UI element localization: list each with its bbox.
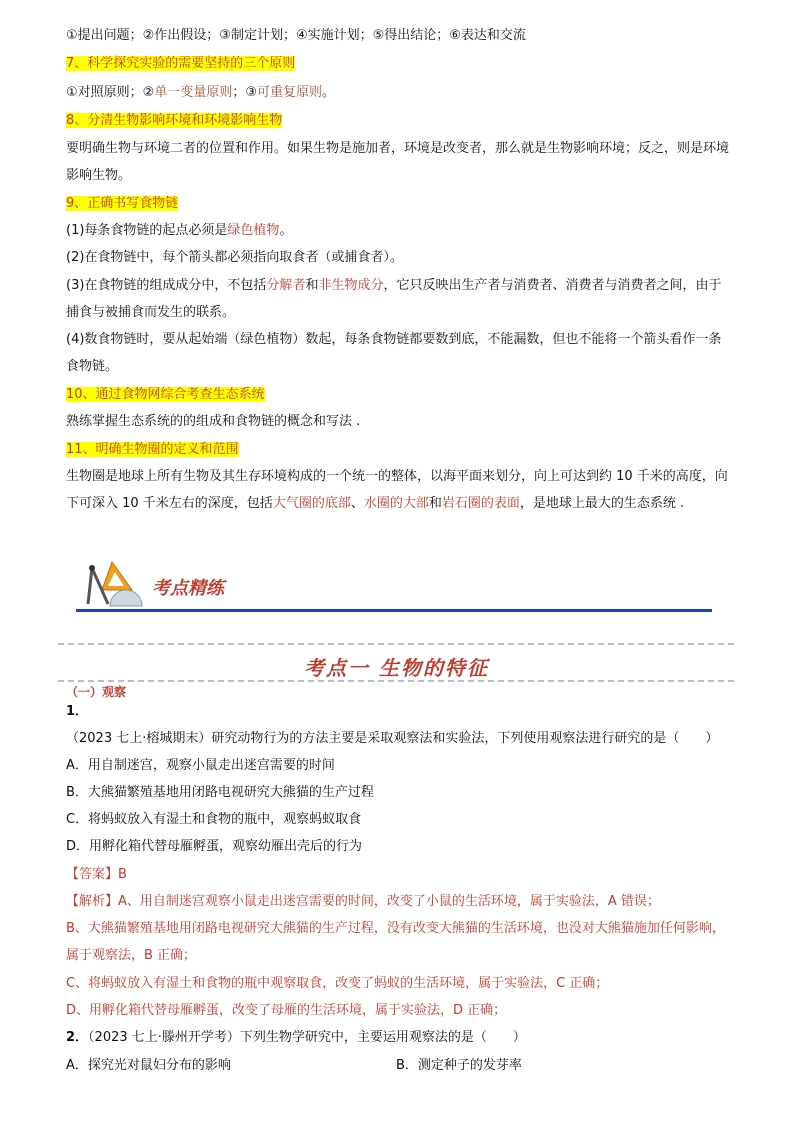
para-11-key2: 水圈的大部 xyxy=(363,496,429,511)
rule-9-1-end: 。 xyxy=(279,223,293,238)
heading-7 xyxy=(66,50,730,77)
question-2-stem xyxy=(66,1024,730,1051)
rule-9-3-and: 和 xyxy=(305,278,319,293)
rule-9-1 xyxy=(66,217,730,244)
principles-line xyxy=(66,79,730,106)
banner-underline xyxy=(76,609,712,612)
heading-11 xyxy=(66,436,730,463)
para-11-text: 生物圈是地球上所有生物及其生存环境构成的一个统一的整体，以海平面来划分，向上可达到约 10 千米的高度，向下可深入 10 千米左右的深度，包括 xyxy=(66,469,728,511)
principle-3: 可重复原则 xyxy=(256,85,322,100)
heading-10 xyxy=(66,381,730,408)
heading-10-text: 10、通过食物网综合考查生态系统 xyxy=(66,387,265,402)
question-1-stem xyxy=(66,698,730,752)
question-1-analysis-c: C、将蚂蚁放入有湿土和食物的瓶中观察取食，改变了蚂蚁的生活环境，属于实验法，C 正确； xyxy=(66,976,609,991)
rule-9-4: (4)数食物链时，要从起始端（绿色植物）数起，每条食物链都要数到底，不能漏数，但也不能将一个箭头看作一条食物链。 xyxy=(66,332,722,374)
para-11-sep: 、 xyxy=(350,496,364,511)
para-11-end: ，是地球上最大的生态系统 . xyxy=(519,496,685,511)
heading-8-text: 8、分清生物影响环境和环境影响生物 xyxy=(66,113,283,128)
analysis-a-text: A、用自制迷宫观察小鼠走出迷宫需要的时间，改变了小鼠的生活环境，属于实验法，A 错误； xyxy=(118,894,660,909)
question-2-text: （2023 七上·滕州开学考）下列生物学研究中，主要运用观察法的是（ ） xyxy=(88,1030,526,1045)
dashed-divider-top xyxy=(58,643,734,645)
question-2-option-b: B．测定种子的发芽率 xyxy=(396,1058,522,1073)
principle-1: ①对照原则；② xyxy=(66,85,155,100)
question-1-option-d: D．用孵化箱代替母雁孵蛋，观察幼雁出壳后的行为 xyxy=(66,839,363,854)
rule-9-3-rest: ，它只反映出生产者与消费者、消费者与消费者之间，由于捕食与被捕食而发生的联系。 xyxy=(66,278,722,320)
rule-9-2: (2)在食物链中，每个箭头都必须指向取食者（或捕食者）。 xyxy=(66,250,403,265)
question-1-text: （2023 七上·榕城期末）研究动物行为的方法主要是采取观察法和实验法，下列使用观察法进行研究的是（ ） xyxy=(66,731,719,746)
paragraph-10: 熟练掌握生态系统的的组成和食物链的概念和写法 . xyxy=(66,414,361,429)
heading-11-text: 11、明确生物圈的定义和范围 xyxy=(66,442,239,457)
heading-8 xyxy=(66,107,730,134)
analysis-tag: 【解析】 xyxy=(66,894,119,909)
question-2-option-a: A．探究光对鼠妇分布的影响 xyxy=(66,1058,231,1073)
principle-sep: ；③ xyxy=(232,85,257,100)
para-11-key3: 岩石圈的表面 xyxy=(441,496,520,511)
rule-9-3-key1: 分解者 xyxy=(266,278,306,293)
ruler-compass-icon xyxy=(82,560,146,610)
rule-9-3 xyxy=(66,272,730,326)
heading-9 xyxy=(66,190,730,217)
para-11-key1: 大气圈的底部 xyxy=(272,496,351,511)
section-subtitle: （一）观察 xyxy=(66,685,127,699)
question-1-option-c: C．将蚂蚁放入有湿土和食物的瓶中，观察蚂蚁取食 xyxy=(66,812,362,827)
paragraph-8: 要明确生物与环境二者的位置和作用。如果生物是施加者，环境是改变者，那么就是生物影响环境；反之，则是环境影响生物。 xyxy=(66,141,730,183)
question-1-option-a: A．用自制迷宫，观察小鼠走出迷宫需要的时间 xyxy=(66,758,335,773)
rule-9-3-key2: 非生物成分 xyxy=(318,278,384,293)
question-1-analysis-d: D、用孵化箱代替母雁孵蛋，改变了母雁的生活环境，属于实验法，D 正确； xyxy=(66,1003,507,1018)
banner-title: 考点精练 xyxy=(152,578,224,599)
rule-9-1-text: (1)每条食物链的起点必须是 xyxy=(66,223,228,238)
section-title: 考点一 生物的特征 xyxy=(304,656,489,680)
rule-9-1-key: 绿色植物 xyxy=(227,223,280,238)
practice-banner xyxy=(76,560,712,616)
question-1-option-b: B．大熊猫繁殖基地用闭路电视研究大熊猫的生产过程 xyxy=(66,785,374,800)
question-1-analysis-a xyxy=(66,888,730,915)
principle-end: 。 xyxy=(322,85,336,100)
paragraph-11 xyxy=(66,463,730,517)
question-1-analysis-b: B、大熊猫繁殖基地用闭路电视研究大熊猫的生产过程，没有改变大熊猫的生活环境，也没对大熊猫施加任何影响，属于观察法，B 正确； xyxy=(66,921,725,963)
heading-9-text: 9、正确书写食物链 xyxy=(66,196,179,211)
question-2-number: 2． xyxy=(66,1030,89,1045)
principle-2: 单一变量原则 xyxy=(154,85,233,100)
heading-7-text: 7、科学探究实验的需要坚持的三个原则 xyxy=(66,56,296,71)
para-11-and: 和 xyxy=(428,496,442,511)
dashed-divider-bottom xyxy=(58,680,734,682)
steps-line: ①提出问题；②作出假设；③制定计划；④实施计划；⑤得出结论；⑥表达和交流 xyxy=(66,28,526,43)
question-1-answer: 【答案】B xyxy=(66,867,127,882)
question-1-number: 1． xyxy=(66,704,89,719)
rule-9-3-text: (3)在食物链的组成成分中，不包括 xyxy=(66,278,267,293)
